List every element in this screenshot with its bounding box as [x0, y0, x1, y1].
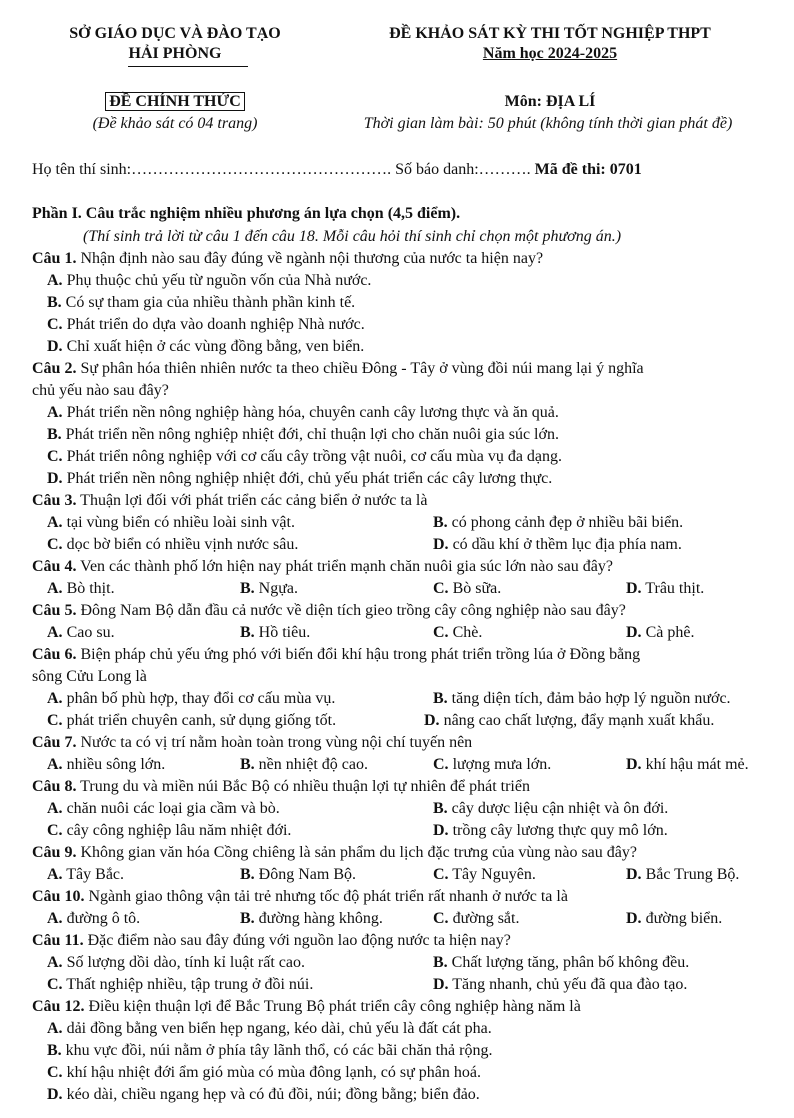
- department-location: HẢI PHÒNG: [128, 45, 222, 62]
- student-id-field[interactable]: Số báo danh:……….: [395, 161, 531, 178]
- official-label: [50, 93, 300, 111]
- q7-option-a[interactable]: A. nhiều sông lớn.: [47, 756, 166, 773]
- part1-title: Phần I. Câu trắc nghiệm nhiều phương án lựa chọn (4,5 điểm).: [32, 205, 461, 222]
- department-underline: [128, 66, 248, 67]
- q10-option-c[interactable]: C. đường sắt.: [433, 910, 520, 927]
- q12-option-d[interactable]: D. kéo dài, chiều ngang hẹp và có đủ đồi, núi; đồng bằng; biển đảo.: [47, 1086, 480, 1103]
- q2-option-b[interactable]: B. Phát triển nền nông nghiệp nhiệt đới, chỉ thuận lợi cho chăn nuôi gia súc lớn.: [47, 426, 559, 443]
- student-name-field[interactable]: Họ tên thí sinh:………………………………………….: [32, 161, 392, 178]
- q3-option-a[interactable]: A. tại vùng biển có nhiều loài sinh vật.: [47, 514, 295, 531]
- q12-option-c[interactable]: C. khí hậu nhiệt đới ẩm gió mùa có mùa đông lạnh, có sự phân hoá.: [47, 1064, 481, 1081]
- q3-option-d[interactable]: D. có dầu khí ở thềm lục địa phía nam.: [433, 536, 682, 553]
- q6-option-a[interactable]: A. phân bố phù hợp, thay đổi cơ cấu mùa vụ.: [47, 690, 336, 707]
- pages-note: (Đề khảo sát có 04 trang): [92, 115, 258, 132]
- q4-option-a[interactable]: A. Bò thịt.: [47, 580, 115, 597]
- subject: Môn: ĐỊA LÍ: [504, 93, 596, 110]
- q7-option-b[interactable]: B. nền nhiệt độ cao.: [240, 756, 368, 773]
- question-2-cont: chủ yếu nào sau đây?: [32, 382, 169, 399]
- q7-option-d[interactable]: D. khí hậu mát mẻ.: [626, 756, 749, 773]
- q6-option-c[interactable]: C. phát triển chuyên canh, sử dụng giống tốt.: [47, 712, 337, 729]
- question-3: Câu 3. Thuận lợi đối với phát triển các cảng biển ở nước ta là: [32, 492, 428, 509]
- q1-option-c[interactable]: C. Phát triển do dựa vào doanh nghiệp Nhà nước.: [47, 316, 365, 333]
- official-box: ĐỀ CHÍNH THỨC: [105, 92, 245, 111]
- school-year: Năm học 2024-2025: [482, 45, 618, 62]
- part1-instruction: (Thí sinh trả lời từ câu 1 đến câu 18. Mỗi câu hỏi thí sinh chỉ chọn một phương án.): [83, 228, 622, 245]
- q10-option-b[interactable]: B. đường hàng không.: [240, 910, 383, 927]
- department-name: SỞ GIÁO DỤC VÀ ĐÀO TẠO: [69, 25, 281, 42]
- question-12: Câu 12. Điều kiện thuận lợi để Bắc Trung Bộ phát triển cây công nghiệp hàng năm là: [32, 998, 581, 1015]
- question-7: Câu 7. Nước ta có vị trí nằm hoàn toàn trong vùng nội chí tuyến nên: [32, 734, 473, 751]
- q6-option-b[interactable]: B. tăng diện tích, đảm bảo hợp lý nguồn nước.: [433, 690, 731, 707]
- question-6: Câu 6. Biện pháp chủ yếu ứng phó với biến đổi khí hậu trong phát triển trồng lúa ở Đồng bằng: [32, 646, 641, 663]
- q8-option-c[interactable]: C. cây công nghiệp lâu năm nhiệt đới.: [47, 822, 292, 839]
- q10-option-a[interactable]: A. đường ô tô.: [47, 910, 141, 927]
- q1-option-d[interactable]: D. Chỉ xuất hiện ở các vùng đồng bằng, ven biển.: [47, 338, 365, 355]
- exam-title: ĐỀ KHẢO SÁT KỲ THI TỐT NGHIỆP THPT: [389, 25, 711, 42]
- q7-option-c[interactable]: C. lượng mưa lớn.: [433, 756, 552, 773]
- q6-option-d[interactable]: D. nâng cao chất lượng, đẩy mạnh xuất khẩu.: [424, 712, 715, 729]
- question-5: Câu 5. Đông Nam Bộ dẫn đầu cả nước về diện tích gieo trồng cây công nghiệp nào sau đây?: [32, 602, 626, 619]
- q2-option-a[interactable]: A. Phát triển nền nông nghiệp hàng hóa, chuyên canh cây lương thực và ăn quả.: [47, 404, 559, 421]
- question-4: Câu 4. Ven các thành phố lớn hiện nay phát triển mạnh chăn nuôi gia súc lớn nào sau đây?: [32, 558, 613, 575]
- q8-option-a[interactable]: A. chăn nuôi các loại gia cầm và bò.: [47, 800, 280, 817]
- q5-option-d[interactable]: D. Cà phê.: [626, 624, 695, 641]
- q11-option-a[interactable]: A. Số lượng dồi dào, tính kỉ luật rất cao.: [47, 954, 305, 971]
- q9-option-d[interactable]: D. Bắc Trung Bộ.: [626, 866, 740, 883]
- q2-option-d[interactable]: D. Phát triển nền nông nghiệp nhiệt đới, chủ yếu phát triển các cây lương thực.: [47, 470, 553, 487]
- q11-option-c[interactable]: C. Thất nghiệp nhiều, tập trung ở đồi núi.: [47, 976, 314, 993]
- question-10: Câu 10. Ngành giao thông vận tải trẻ nhưng tốc độ phát triển rất nhanh ở nước ta là: [32, 888, 568, 905]
- q8-option-d[interactable]: D. trồng cây lương thực quy mô lớn.: [433, 822, 668, 839]
- q5-option-a[interactable]: A. Cao su.: [47, 624, 115, 641]
- q3-option-b[interactable]: B. có phong cảnh đẹp ở nhiều bãi biển.: [433, 514, 684, 531]
- q10-option-d[interactable]: D. đường biển.: [626, 910, 723, 927]
- q3-option-c[interactable]: C. dọc bờ biển có nhiều vịnh nước sâu.: [47, 536, 299, 553]
- question-6-cont: sông Cửu Long là: [32, 668, 147, 685]
- q9-option-c[interactable]: C. Tây Nguyên.: [433, 866, 536, 883]
- q5-option-b[interactable]: B. Hồ tiêu.: [240, 624, 311, 641]
- question-11: Câu 11. Đặc điểm nào sau đây đúng với nguồn lao động nước ta hiện nay?: [32, 932, 511, 949]
- q4-option-d[interactable]: D. Trâu thịt.: [626, 580, 705, 597]
- q8-option-b[interactable]: B. cây dược liệu cận nhiệt và ôn đới.: [433, 800, 669, 817]
- q4-option-b[interactable]: B. Ngựa.: [240, 580, 298, 597]
- q9-option-b[interactable]: B. Đông Nam Bộ.: [240, 866, 356, 883]
- q11-option-d[interactable]: D. Tăng nhanh, chủ yếu đã qua đào tạo.: [433, 976, 688, 993]
- question-8: Câu 8. Trung du và miền núi Bắc Bộ có nhiều thuận lợi tự nhiên để phát triển: [32, 778, 530, 795]
- student-info-row: [32, 161, 642, 179]
- q12-option-a[interactable]: A. dải đồng bằng ven biển hẹp ngang, kéo dài, chủ yếu là đất cát pha.: [47, 1020, 492, 1037]
- question-1: Câu 1. Nhận định nào sau đây đúng về ngành nội thương của nước ta hiện nay?: [32, 250, 544, 267]
- q12-option-b[interactable]: B. khu vực đồi, núi nằm ở phía tây lãnh thổ, có các bãi chăn thả rộng.: [47, 1042, 493, 1059]
- question-2: Câu 2. Sự phân hóa thiên nhiên nước ta theo chiều Đông - Tây ở vùng đồi núi mang lại ý nghĩa: [32, 360, 644, 377]
- q2-option-c[interactable]: C. Phát triển nông nghiệp với cơ cấu cây trồng vật nuôi, cơ cấu mùa vụ đa dạng.: [47, 448, 563, 465]
- q11-option-b[interactable]: B. Chất lượng tăng, phân bố không đều.: [433, 954, 690, 971]
- q4-option-c[interactable]: C. Bò sữa.: [433, 580, 502, 597]
- q1-option-a[interactable]: A. Phụ thuộc chủ yếu từ nguồn vốn của Nhà nước.: [47, 272, 372, 289]
- q1-option-b[interactable]: B. Có sự tham gia của nhiều thành phần kinh tế.: [47, 294, 356, 311]
- exam-code: Mã đề thi: 0701: [534, 161, 642, 178]
- question-9: Câu 9. Không gian văn hóa Cồng chiêng là sản phẩm du lịch đặc trưng của vùng nào sau đây?: [32, 844, 637, 861]
- q9-option-a[interactable]: A. Tây Bắc.: [47, 866, 125, 883]
- time-note: Thời gian làm bài: 50 phút (không tính thời gian phát đề): [363, 115, 733, 132]
- q5-option-c[interactable]: C. Chè.: [433, 624, 483, 641]
